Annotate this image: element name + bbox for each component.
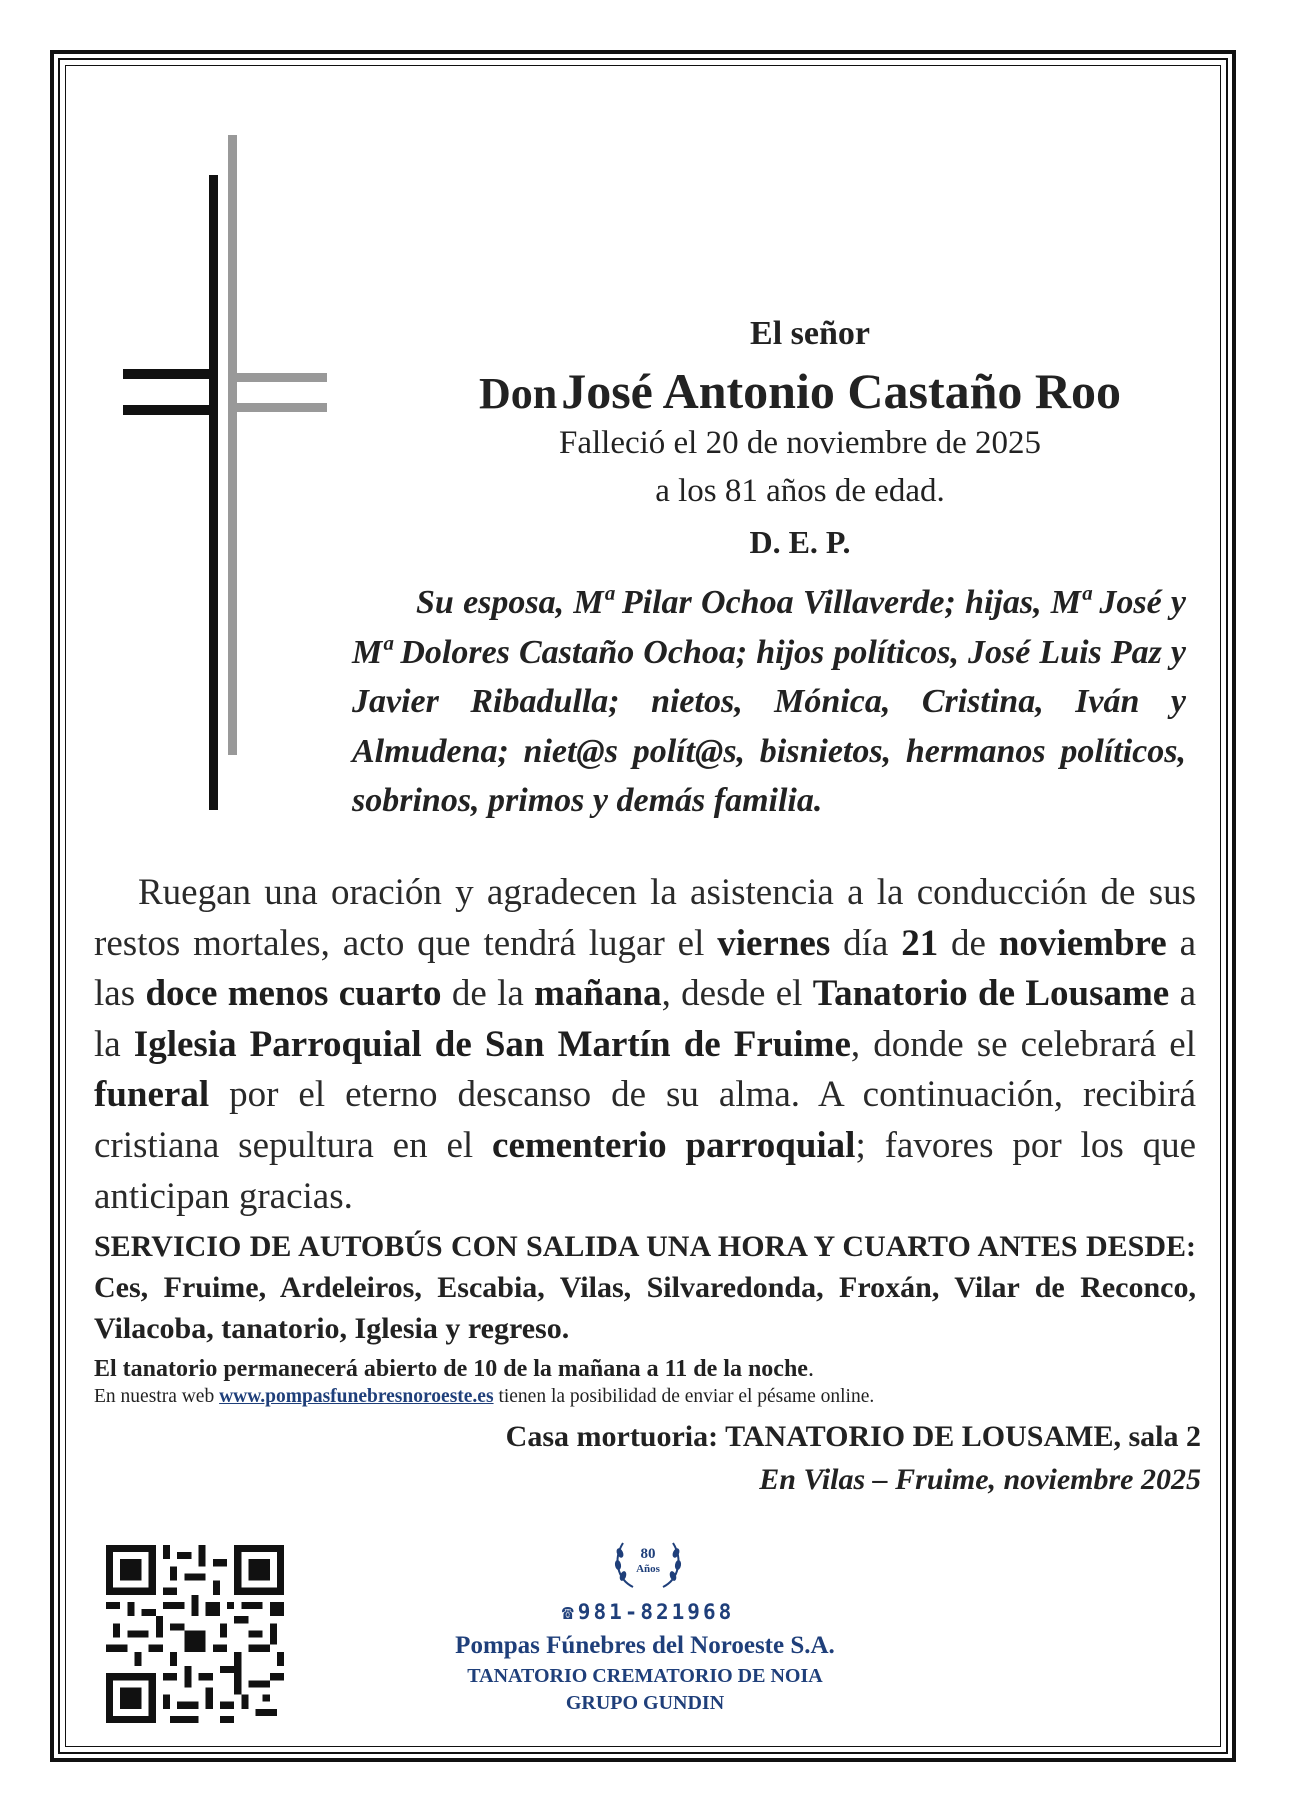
bus-service: SERVICIO DE AUTOBÚS CON SALIDA UNA HORA Y CUARTO ANTES DESDE: Ces, Fruime, Ardeleiros, Escabia, Vilas, Silvaredonda, Froxán, Vilar de Reconco, Vilacoba, tanatorio, Iglesia y regreso.: [94, 1230, 1196, 1345]
company-line2: TANATORIO CREMATORIO DE NOIA: [467, 1665, 823, 1687]
tanatorio-hours: El tanatorio permanecerá abierto de 10 de la mañana a 11 de la noche.: [94, 1356, 814, 1382]
deceased-name: [400, 362, 1200, 420]
company-line3: GRUPO GUNDIN: [565, 1692, 725, 1714]
cross-icon: [120, 135, 330, 815]
badge-label: Años: [636, 1563, 660, 1575]
family-list: Su esposa, Mª Pilar Ochoa Villaverde; hijas, Mª José y Mª Dolores Castaño Ochoa; hijos políticos, José Luis Paz y Javier Ribadulla; nietos, Mónica, Cristina, Iván y Almudena; niet@s polít@s, bisnietos, hermanos políticos, sobrinos, primos y demás familia.: [352, 584, 1186, 819]
name-full: José Antonio Castaño Roo: [561, 363, 1122, 419]
badge-number: 80: [640, 1546, 656, 1562]
web-notice: En nuestra web www.pompasfunebresnoroeste.es tienen la posibilidad de enviar el pésame online.: [94, 1386, 875, 1407]
phone-number[interactable]: ☎ 981-821968: [561, 1600, 735, 1624]
place-date: En Vilas – Fruime, noviembre 2025: [759, 1463, 1201, 1496]
name-prefix: Don: [478, 369, 558, 418]
age: a los 81 años de edad.: [655, 473, 945, 509]
anniversary-badge: [603, 1525, 693, 1595]
ceremony-text: Ruegan una oración y agradecen la asistencia a la conducción de sus restos mortales, acto que tendrá lugar el viernes día 21 de noviembre a las doce menos cuarto de la mañana, desde el Tanatorio de Lousame a la Iglesia Parroquial de San Martín de Fruime, donde se celebrará el funeral por el eterno descanso de su alma. A continuación, recibirá cristiana sepultura en el cementerio parroquial; favores por los que anticipan gracias.: [94, 872, 1197, 1217]
death-date: Falleció el 20 de noviembre de 2025: [558, 425, 1042, 461]
phone-icon: ☎: [561, 1600, 574, 1624]
website-link[interactable]: www.pompasfunebresnoroeste.es: [219, 1386, 494, 1407]
company-name: Pompas Fúnebres del Noroeste S.A.: [455, 1632, 835, 1659]
dep-text: D. E. P.: [749, 524, 851, 560]
funeral-home: Casa mortuoria: TANATORIO DE LOUSAME, sala 2: [505, 1420, 1201, 1453]
title-honorific: El señor: [750, 315, 870, 352]
qr-code[interactable]: [106, 1545, 284, 1723]
